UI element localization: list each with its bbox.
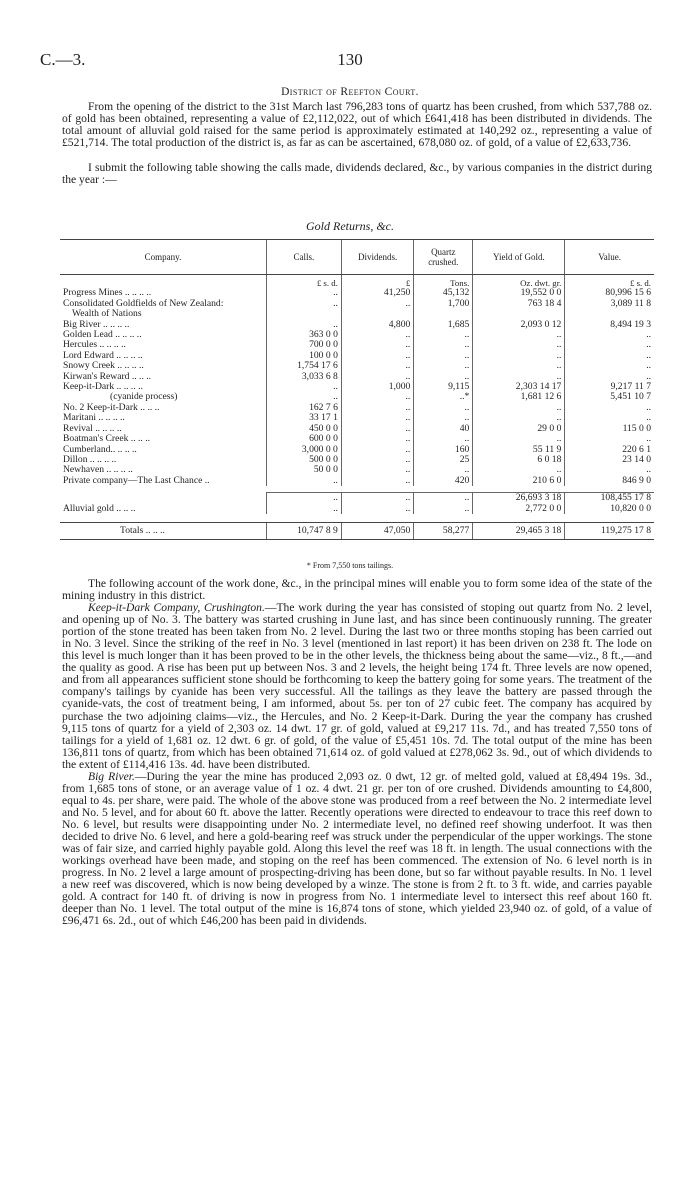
value-cell: 846 9 0 [565, 476, 654, 486]
value-cell: .. [565, 340, 654, 350]
page-number: 130 [337, 50, 363, 69]
value-cell: 119,275 17 8 [565, 522, 654, 539]
value-cell: 700 0 0 [267, 340, 342, 350]
page-header [40, 50, 660, 72]
value-cell: .. [341, 455, 413, 465]
company-cell: Newhaven .. .. .. .. [63, 464, 133, 476]
value-cell: .. [473, 351, 565, 361]
table-row [60, 445, 654, 455]
table-row [60, 455, 654, 465]
value-cell: .. [565, 361, 654, 371]
company-cell: Lord Edward .. .. .. .. [63, 349, 143, 361]
value-cell: 3,089 11 8 [565, 299, 654, 309]
value-cell: 8,494 19 3 [565, 320, 654, 330]
value-cell: .. [341, 361, 413, 371]
company-cell: Private company—The Last Chance .. [63, 474, 210, 486]
big-river-title: Big River. [88, 769, 135, 783]
big-river-text: —During the year the mine has produced 2,093 oz. 0 dwt, 12 gr. of melted gold, valued at £8,494 19s. 3d., from 1,685 tons of stone, or an average value of 1 oz. 4 dwt. 21 gr. per ton of ore crushed. Dividends amounting to £4,800, equal to 4s. per share, were paid. The whole of the above stone was produced from a reef between the No. 2 intermediate level and No. 5 level, and for about 60 ft. above the latter. Recently operations were directed to endeavour to trace this reef down to No. 6 level, but results were disappointing under No. 2 intermediate level, no defined reef showing underfoot. It was then decided to drive No. 6 level, and here a gold-bearing reef was struck under the perpendicular of the upper workings. The stone was of fair size, and carried highly payable gold. Along this level the reef was 18 ft. in length. The usual connections with the workings overhead have been made, and stoping on the reef has been commenced. The extension of No. 6 level north is in progress. In No. 2 level a large amount of prospecting-driving has been done, but so far without payable results. In No. 1 level a new reef was discovered, which is now being developed by a winze. The stone is from 2 ft. to 3 ft. wide, and carries payable gold. A contract for 140 ft. of driving is now in progress from No. 1 intermediate level to intersect this reef about 160 ft. deeper than No. 1 level. The total output of the mine is 16,874 tons of stone, which yielded 23,940 oz. of gold, of a value of £96,471 6s. 2d., out of which £46,200 has been paid in dividends. [62, 769, 653, 928]
value-cell: 47,050 [341, 522, 413, 539]
company-cell: No. 2 Keep-it-Dark .. .. .. [63, 401, 160, 413]
company-cell: Cumberland.. .. .. .. [63, 443, 137, 455]
header-company: Company. [60, 240, 267, 275]
value-cell: .. [414, 361, 473, 371]
value-cell: .. [341, 465, 413, 475]
value-cell: .. [473, 403, 565, 413]
company-cell: Hercules .. .. .. .. [63, 339, 126, 351]
value-cell: .. [341, 504, 413, 514]
value-cell: 10,747 8 9 [267, 522, 342, 539]
value-cell: ..* [414, 392, 473, 402]
value-cell: .. [414, 340, 473, 350]
header-yield: Yield of Gold. [473, 240, 565, 275]
units-row [60, 275, 654, 289]
value-cell: 2,772 0 0 [473, 504, 565, 514]
value-cell: .. [565, 403, 654, 413]
value-cell: 600 0 0 [267, 434, 342, 444]
value-cell: .. [341, 493, 413, 504]
value-cell: .. [473, 340, 565, 350]
value-cell: 33 17 1 [267, 413, 342, 423]
header-value: Value. [565, 240, 654, 275]
value-cell: 100 0 0 [267, 351, 342, 361]
value-cell: £ [341, 275, 413, 289]
document-reference: C.—3. [40, 50, 86, 69]
body-paragraph-intro: The following account of the work done, &c., in the principal mines will enable you to form some idea of the state of the mining industry in this district. [62, 577, 652, 603]
table-row [60, 476, 654, 486]
value-cell: .. [414, 413, 473, 423]
value-cell: .. [341, 434, 413, 444]
alluvial-row [60, 504, 654, 514]
value-cell: .. [473, 434, 565, 444]
value-cell: 450 0 0 [267, 424, 342, 434]
company-cell: Totals .. .. .. [60, 522, 267, 539]
table-row [60, 372, 654, 382]
value-cell: .. [341, 476, 413, 486]
company-cell: Alluvial gold .. .. .. [63, 502, 136, 514]
value-cell: 25 [414, 455, 473, 465]
table-row [60, 351, 654, 361]
header-quartz: Quartz crushed. [414, 240, 473, 275]
value-cell: 363 0 0 [267, 330, 342, 340]
intro-text-1: From the opening of the district to the 31st March last 796,283 tons of quartz has been crushed, from which 537,788 oz. of gold has been obtained, representing a value of £2,112,022, out of which £641,418 has been distributed in dividends. The total amount of alluvial gold raised for the same period is approximately estimated at 140,292 oz., representing a value of £521,714. The total production of the district is, as far as can be ascertained, 678,080 oz. of gold, of a value of £2,633,736. [62, 100, 652, 150]
value-cell: .. [473, 413, 565, 423]
value-cell: .. [267, 504, 342, 514]
keep-it-dark-text: —The work during the year has consisted of stoping out quartz from No. 2 level, and opening up of No. 3. The battery was started crushing in June last, and has since been continuously running. The greater portion of the stone treated has been taken from No. 2 level. During the last two or three months stoping has been carried out in No. 3 level. Since the striking of the reef in No. 3 level (mentioned in last report) it has been driven on 238 ft. The lode on this level is much longer than it has been proved to be in the other levels, the thickness being about the same—viz., 8 ft.,—and the quality as good. A rise has been put up between Nos. 3 and 2 levels, the height being 174 ft. Three levels are now opened, and from all appearances sufficient stone should be forthcoming to keep the battery going for some years. The treatment of the company's tailings by cyanide has been very successful. All the tailings as they leave the battery are passed through the cyanide-vats, the cost of treatment being, I am informed, about 5s. per ton of 27 cubic feet. The company has acquired by purchase the two adjoining claims—viz., the Hercules, and No. 2 Keep-it-Dark. During the year the company has crushed 9,115 tons of quartz for a yield of 2,303 oz. 14 dwt. 17 gr. of gold, valued at £9,217 11s. 7d., and has treated 7,550 tons of tailings for a yield of 1,681 oz. 12 dwt. 6 gr. of gold, of the value of £5,451 10s. 7d. The total output of the mine has been 136,811 tons of quartz, from which has been obtained 71,614 oz. of gold valued at £278,062 3s. 9d., out of which dividends to the extent of £114,416 13s. 4d. have been distributed. [62, 601, 652, 771]
value-cell: .. [414, 403, 473, 413]
value-cell: .. [341, 403, 413, 413]
value-cell: 4,800 [341, 320, 413, 330]
value-cell: .. [414, 493, 473, 504]
intro-paragraph-2 [62, 162, 652, 186]
value-cell: 29 0 0 [473, 424, 565, 434]
value-cell: .. [414, 504, 473, 514]
value-cell: 5,451 10 7 [565, 392, 654, 402]
value-cell: 26,693 3 18 [473, 493, 565, 504]
value-cell: .. [267, 493, 342, 504]
table-row [60, 330, 654, 340]
table-row [60, 320, 654, 330]
subtotal-row [60, 493, 654, 504]
value-cell: 58,277 [414, 522, 473, 539]
company-cell: Big River .. .. .. .. [63, 318, 130, 330]
totals-row [60, 522, 654, 539]
keep-it-dark-paragraph [62, 602, 652, 771]
spacer-row [60, 514, 654, 523]
value-cell: 9,115 [414, 382, 473, 392]
company-cell: Golden Lead .. .. .. .. [63, 329, 142, 341]
value-cell: .. [414, 330, 473, 340]
table-row [60, 340, 654, 350]
table-footnote: * From 7,550 tons tailings. [306, 561, 394, 570]
intro-text-2: I submit the following table showing the calls made, dividends declared, &c., by various companies in the district during the year :— [62, 161, 652, 187]
value-cell: 45,132 [414, 288, 473, 298]
value-cell: .. [341, 424, 413, 434]
value-cell: 2,303 14 17 [473, 382, 565, 392]
company-cell: Maritani .. .. .. .. [63, 412, 125, 424]
header-dividends: Dividends. [341, 240, 413, 275]
value-cell: 19,552 0 0 [473, 288, 565, 298]
value-cell: 29,465 3 18 [473, 522, 565, 539]
table-row [60, 309, 654, 319]
value-cell: 3,033 6 8 [267, 372, 342, 382]
value-cell: .. [267, 299, 342, 309]
value-cell: 50 0 0 [267, 465, 342, 475]
value-cell: .. [341, 445, 413, 455]
value-cell: .. [414, 351, 473, 361]
value-cell: .. [414, 434, 473, 444]
value-cell: 40 [414, 424, 473, 434]
value-cell: 6 0 18 [473, 455, 565, 465]
value-cell: 10,820 0 0 [565, 504, 654, 514]
value-cell: 41,250 [341, 288, 413, 298]
value-cell: .. [341, 351, 413, 361]
value-cell: 210 6 0 [473, 476, 565, 486]
value-cell: 763 18 4 [473, 299, 565, 309]
company-cell: Wealth of Nations [72, 308, 142, 320]
value-cell: .. [267, 320, 342, 330]
value-cell: .. [341, 340, 413, 350]
value-cell: 1,000 [341, 382, 413, 392]
value-cell: £ s. d. [267, 275, 342, 289]
company-cell: Consolidated Goldfields of New Zealand: [63, 297, 224, 309]
big-river-paragraph [62, 771, 652, 928]
report-body [62, 578, 652, 927]
value-cell: .. [473, 361, 565, 371]
value-cell: .. [565, 351, 654, 361]
table-row [60, 403, 654, 413]
company-cell: (cyanide process) [110, 391, 178, 403]
company-cell: Revival .. .. .. .. [63, 422, 122, 434]
table-header-row [60, 240, 654, 275]
company-cell: Kirwan's Reward .. .. .. [63, 370, 152, 382]
value-cell: 3,000 0 0 [267, 445, 342, 455]
gold-returns-table [60, 239, 654, 540]
value-cell: 220 6 1 [565, 445, 654, 455]
value-cell: 55 11 9 [473, 445, 565, 455]
company-cell [60, 275, 267, 289]
value-cell: .. [341, 413, 413, 423]
value-cell: Tons. [414, 275, 473, 289]
value-cell: 2,093 0 12 [473, 320, 565, 330]
company-cell: Snowy Creek .. .. .. .. [63, 360, 144, 372]
value-cell: 9,217 11 7 [565, 382, 654, 392]
value-cell [267, 309, 342, 319]
value-cell: .. [267, 288, 342, 298]
table-caption: Gold Returns, &c. [306, 219, 394, 233]
value-cell: 80,996 15 6 [565, 288, 654, 298]
intro-paragraph-1 [62, 101, 652, 149]
value-cell: 115 0 0 [565, 424, 654, 434]
value-cell: Oz. dwt. gr. [473, 275, 565, 289]
value-cell: 1,685 [414, 320, 473, 330]
value-cell: 23 14 0 [565, 455, 654, 465]
value-cell: .. [267, 476, 342, 486]
value-cell: .. [267, 392, 342, 402]
value-cell: .. [267, 382, 342, 392]
spacer-cell [60, 514, 654, 523]
keep-it-dark-title: Keep-it-Dark Company, Crushington. [88, 601, 265, 615]
value-cell: .. [341, 372, 413, 382]
value-cell: .. [473, 330, 565, 340]
value-cell: .. [565, 413, 654, 423]
company-cell: Keep-it-Dark .. .. .. .. [63, 381, 143, 393]
value-cell: 1,681 12 6 [473, 392, 565, 402]
value-cell: .. [565, 330, 654, 340]
section-heading: District of Reefton Court. [281, 86, 419, 98]
value-cell: 160 [414, 445, 473, 455]
company-cell [60, 493, 267, 504]
company-cell: Boatman's Creek .. .. .. [63, 433, 150, 445]
value-cell: 1,700 [414, 299, 473, 309]
value-cell: .. [341, 330, 413, 340]
value-cell: 420 [414, 476, 473, 486]
value-cell: .. [341, 299, 413, 309]
value-cell: £ s. d. [565, 275, 654, 289]
table-row [60, 299, 654, 309]
value-cell: 500 0 0 [267, 455, 342, 465]
value-cell: .. [473, 465, 565, 475]
value-cell: .. [565, 434, 654, 444]
value-cell: .. [565, 372, 654, 382]
value-cell: .. [565, 465, 654, 475]
value-cell: 162 7 6 [267, 403, 342, 413]
value-cell: 1,754 17 6 [267, 361, 342, 371]
value-cell: .. [341, 392, 413, 402]
company-cell: Progress Mines .. .. .. .. [63, 287, 152, 299]
value-cell: .. [414, 465, 473, 475]
value-cell: .. [414, 372, 473, 382]
table-row [60, 434, 654, 444]
value-cell: 108,455 17 8 [565, 493, 654, 504]
table-row [60, 413, 654, 423]
header-calls: Calls. [267, 240, 342, 275]
company-cell: Dillon .. .. .. .. [63, 453, 117, 465]
value-cell: .. [473, 372, 565, 382]
